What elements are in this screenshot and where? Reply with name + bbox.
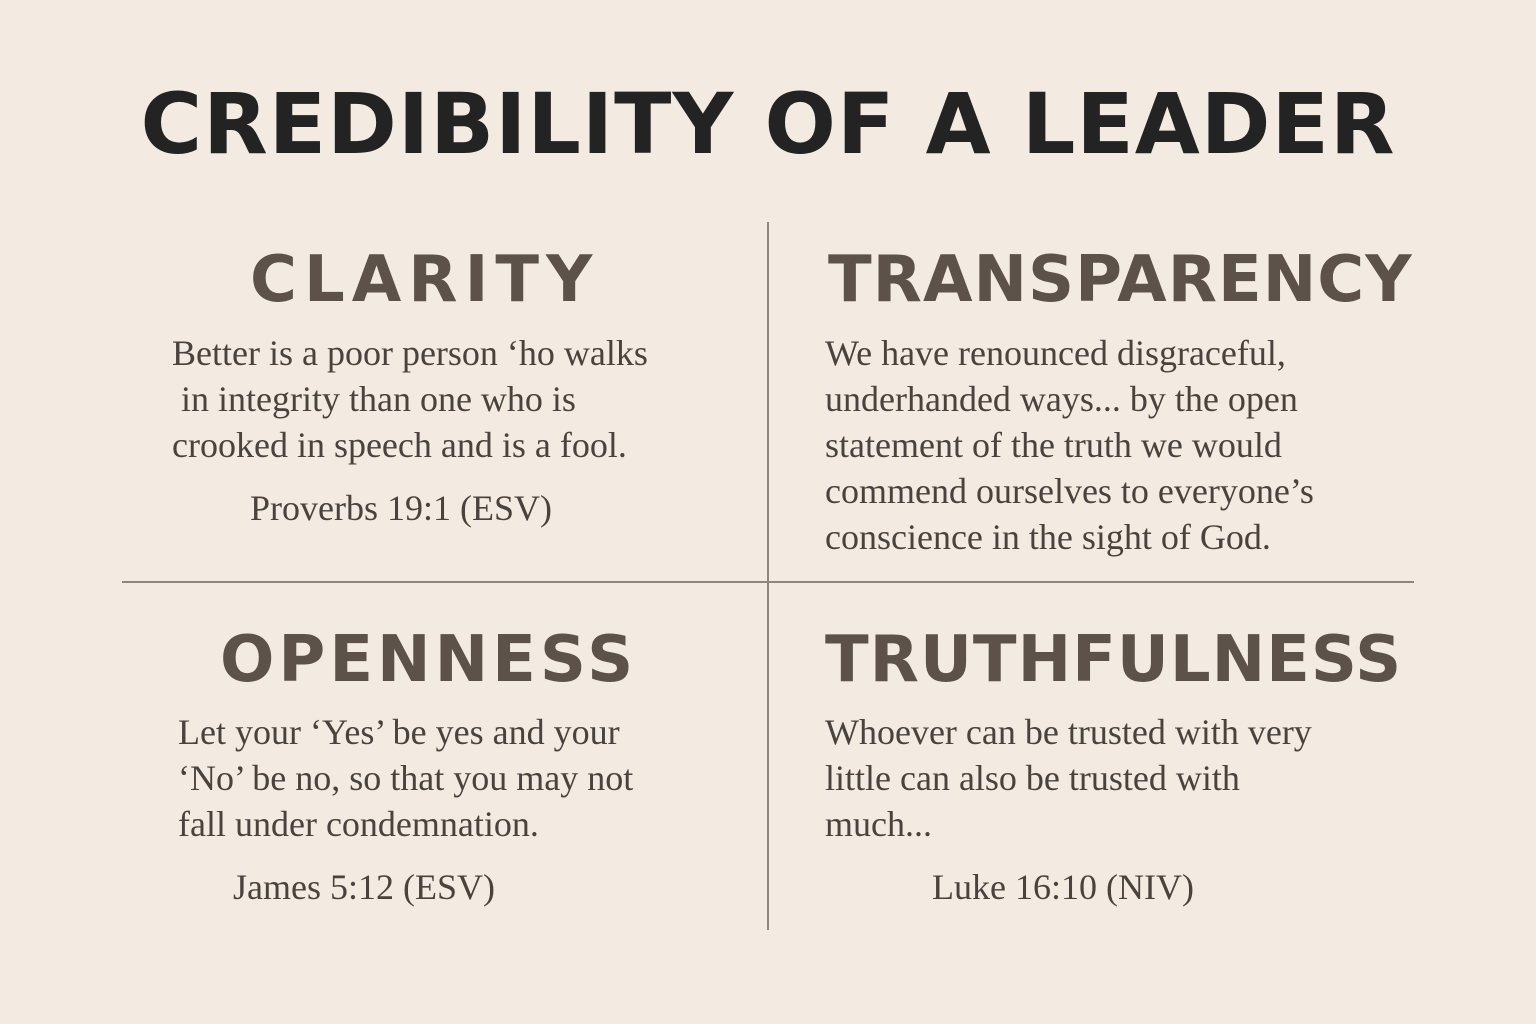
truthfulness-heading: TRUTHFULNESS (825, 623, 1403, 697)
transparency-quote-line: We have renounced disgraceful, (825, 333, 1286, 373)
transparency-quote-line: underhanded ways... by the open (825, 379, 1298, 419)
truthfulness-reference: Luke 16:10 (NIV) (932, 867, 1194, 907)
horizontal-divider (122, 581, 1414, 583)
transparency-heading: TRANSPARENCY (828, 243, 1413, 317)
openness-heading: OPENNESS (220, 623, 638, 697)
openness-quote-line: Let your ‘Yes’ be yes and your (178, 712, 620, 752)
openness-quote-line: ‘No’ be no, so that you may not (178, 758, 634, 798)
clarity-heading: CLARITY (250, 243, 600, 317)
openness-quote-line: fall under condemnation. (178, 804, 539, 844)
clarity-quote-line: crooked in speech and is a fool. (172, 425, 627, 465)
truthfulness-quote-line: much... (825, 804, 932, 844)
transparency-quote-line: statement of the truth we would (825, 425, 1282, 465)
clarity-quote-line: Better is a poor person ‘ho walks (172, 333, 648, 373)
transparency-quote-line: commend ourselves to everyone’s (825, 471, 1314, 511)
truthfulness-quote-line: little can also be trusted with (825, 758, 1240, 798)
clarity-quote-line: in integrity than one who is (172, 379, 576, 419)
clarity-quote (172, 330, 648, 468)
vertical-divider (767, 222, 769, 930)
page-title: CREDIBILITY OF A LEADER (140, 75, 1396, 173)
clarity-reference: Proverbs 19:1 (ESV) (250, 488, 552, 528)
openness-reference: James 5:12 (ESV) (233, 867, 495, 907)
transparency-quote (825, 330, 1314, 560)
truthfulness-quote (825, 709, 1312, 847)
openness-quote (178, 709, 633, 847)
transparency-quote-line: conscience in the sight of God. (825, 517, 1271, 557)
truthfulness-quote-line: Whoever can be trusted with very (825, 712, 1312, 752)
